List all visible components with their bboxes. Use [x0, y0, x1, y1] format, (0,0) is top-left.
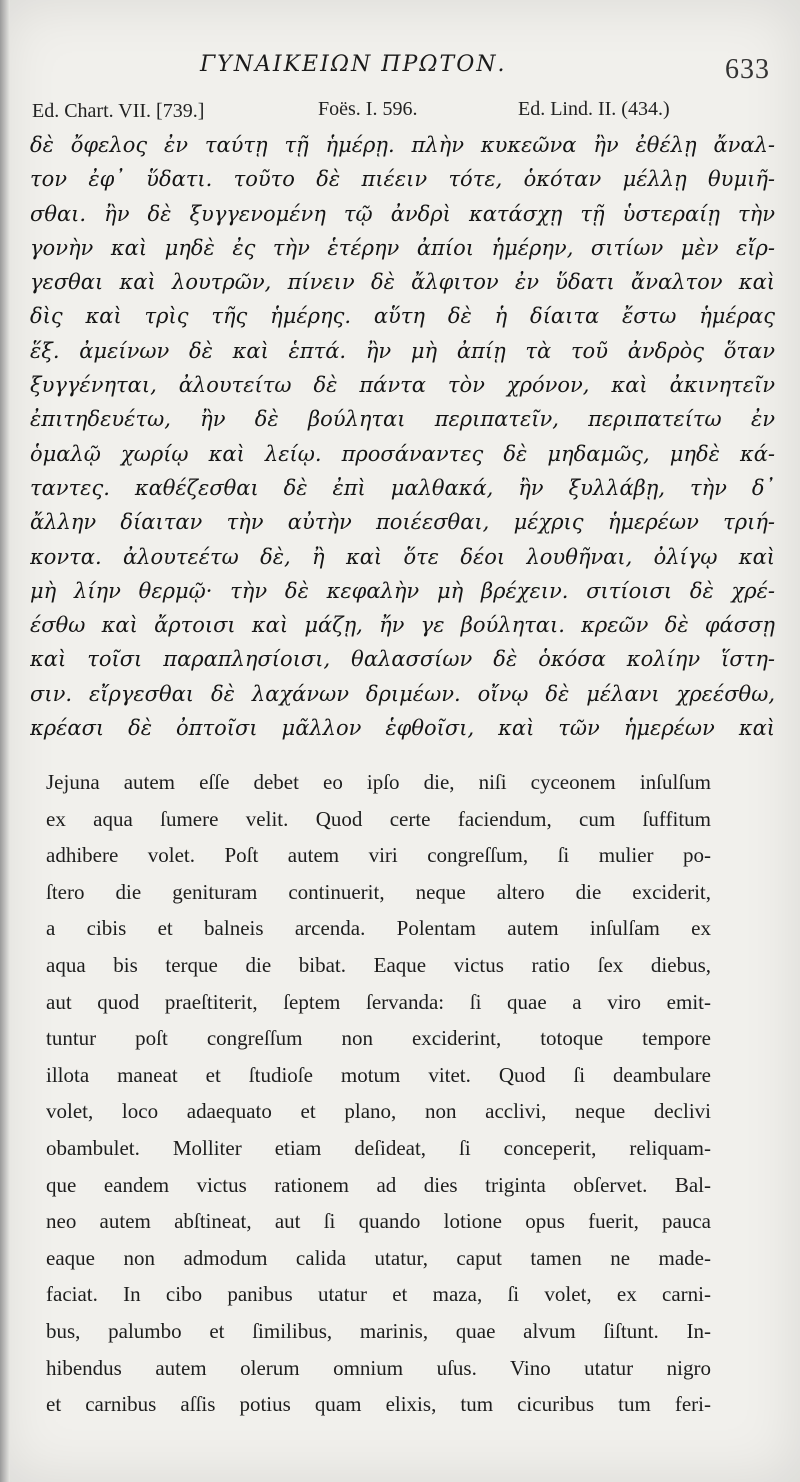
- greek-line: δὲ ὄφελος ἐν ταύτῃ τῇ ἡμέρῃ. πλὴν κυκεῶνα ἢν ἐθέλῃ ἄναλ-: [30, 133, 775, 157]
- latin-line: ex aqua ſumere velit. Quod certe faciendum, cum ſuffitum: [46, 806, 711, 831]
- latin-line: Jejuna autem eſſe debet eo ipſo die, niſi cyceonem inſulſum: [46, 770, 711, 794]
- page-number: 633: [725, 54, 770, 85]
- latin-line: neo autem abſtineat, aut ſi quando lotione opus fuerit, pauca: [46, 1209, 711, 1234]
- running-head: [0, 52, 800, 88]
- greek-line: μὴ λίην θερμῷ· τὴν δὲ κεφαλὴν μὴ βρέχειν. σιτίοισι δὲ χρέ-: [30, 578, 775, 603]
- foesius-reference: Foës. I. 596.: [318, 98, 418, 120]
- greek-line: έσθω καὶ ἄρτοισι καὶ μάζῃ, ἤν γε βούληται. κρεῶν δὲ φάσσῃ: [30, 613, 775, 638]
- latin-line: tuntur poſt congreſſum non exciderint, totoque tempore: [46, 1026, 711, 1051]
- greek-line: κρέασι δὲ ὀπτοῖσι μᾶλλον ἑφθοῖσι, καὶ τῶν ἡμερέων καὶ: [30, 716, 775, 741]
- greek-line: καὶ τοῖσι παραπλησίοισι, θαλασσίων δὲ ὁκόσα κολίην ἵστη-: [30, 647, 775, 672]
- greek-line: γεσθαι καὶ λουτρῶν, πίνειν δὲ ἄλφιτον ἐν ὕδατι ἄναλτον καὶ: [30, 270, 775, 295]
- greek-line: ταντες. καθέζεσθαι δὲ ἐπὶ μαλθακά, ἢν ξυλλάβῃ, τὴν δ᾽: [30, 475, 775, 500]
- greek-line: σθαι. ἢν δὲ ξυγγενομένη τῷ ἀνδρὶ κατάσχῃ τῇ ὑστεραίῃ τὴν: [30, 201, 775, 226]
- latin-line: bus, palumbo et ſimilibus, marinis, quae alvum ſiſtunt. In-: [46, 1318, 711, 1343]
- latin-translation: [46, 764, 711, 1423]
- greek-text: [30, 128, 775, 745]
- greek-line: δὶς καὶ τρὶς τῆς ἡμέρης. αὕτη δὲ ἡ δίαιτα ἔστω ἡμέρας: [30, 304, 775, 329]
- edition-references: [0, 98, 800, 128]
- greek-line: ὁμαλῷ χωρίῳ καὶ λείῳ. προσάναντες δὲ μηδαμῶς, μηδὲ κά-: [30, 441, 775, 466]
- latin-line: volet, loco adaequato et plano, non acclivi, neque declivi: [46, 1099, 711, 1124]
- latin-line: et carnibus aſſis potius quam elixis, tum cicuribus tum feri-: [46, 1392, 711, 1417]
- latin-line: que eandem victus rationem ad dies triginta obſervet. Bal-: [46, 1172, 711, 1197]
- greek-line: ἄλλην δίαιταν τὴν αὐτὴν ποιέεσθαι, μέχρις ἡμερέων τριή-: [30, 510, 775, 535]
- latin-line: adhibere volet. Poſt autem viri congreſſum, ſi mulier po-: [46, 843, 711, 868]
- linden-reference: Ed. Lind. II. (434.): [518, 98, 670, 120]
- running-title: ΓΥΝΑΙΚΕΙΩΝ ΠΡΩΤΟΝ.: [200, 52, 507, 77]
- latin-line: ſtero die genituram continuerit, neque altero die exciderit,: [46, 879, 711, 904]
- greek-line: κοντα. ἀλουτεέτω δὲ, ἢ καὶ ὅτε δέοι λουθῆναι, ὀλίγῳ καὶ: [30, 544, 775, 569]
- greek-line: ξυγγένηται, ἀλουτείτω δὲ πάντα τὸν χρόνον, καὶ ἀκινητεῖν: [30, 373, 775, 398]
- latin-line: eaque non admodum calida utatur, caput tamen ne made-: [46, 1245, 711, 1270]
- greek-line: ἕξ. ἀμείνων δὲ καὶ ἑπτά. ἢν μὴ ἀπίῃ τὰ τοῦ ἀνδρὸς ὅταν: [30, 338, 775, 363]
- latin-line: faciat. In cibo panibus utatur et maza, ſi volet, ex carni-: [46, 1282, 711, 1307]
- greek-line: γονὴν καὶ μηδὲ ἐς τὴν ἑτέρην ἀπίοι ἡμέρην, σιτίων μὲν εἴρ-: [30, 235, 775, 260]
- latin-line: hibendus autem olerum omnium uſus. Vino utatur nigro: [46, 1355, 711, 1380]
- latin-line: aqua bis terque die bibat. Eaque victus ratio ſex diebus,: [46, 952, 711, 977]
- chartier-reference: Ed. Chart. VII. [739.]: [32, 100, 205, 122]
- latin-line: a cibis et balneis arcenda. Polentam autem inſulſam ex: [46, 916, 711, 941]
- greek-line: ἐπιτηδευέτω, ἢν δὲ βούληται περιπατεῖν, περιπατείτω ἐν: [30, 407, 775, 432]
- greek-line: τον ἐφ᾽ ὕδατι. τοῦτο δὲ πιέειν τότε, ὁκόταν μέλλῃ θυμιῆ-: [30, 167, 775, 192]
- greek-line: σιν. εἴργεσθαι δὲ λαχάνων δριμέων. οἴνῳ δὲ μέλανι χρεέσθω,: [30, 681, 775, 706]
- latin-line: obambulet. Molliter etiam deſideat, ſi conceperit, reliquam-: [46, 1135, 711, 1160]
- page-edge-shadow: [0, 0, 10, 1482]
- latin-line: illota maneat et ſtudioſe motum vitet. Quod ſi deambulare: [46, 1062, 711, 1087]
- latin-line: aut quod praeſtiterit, ſeptem ſervanda: ſi quae a viro emit-: [46, 989, 711, 1014]
